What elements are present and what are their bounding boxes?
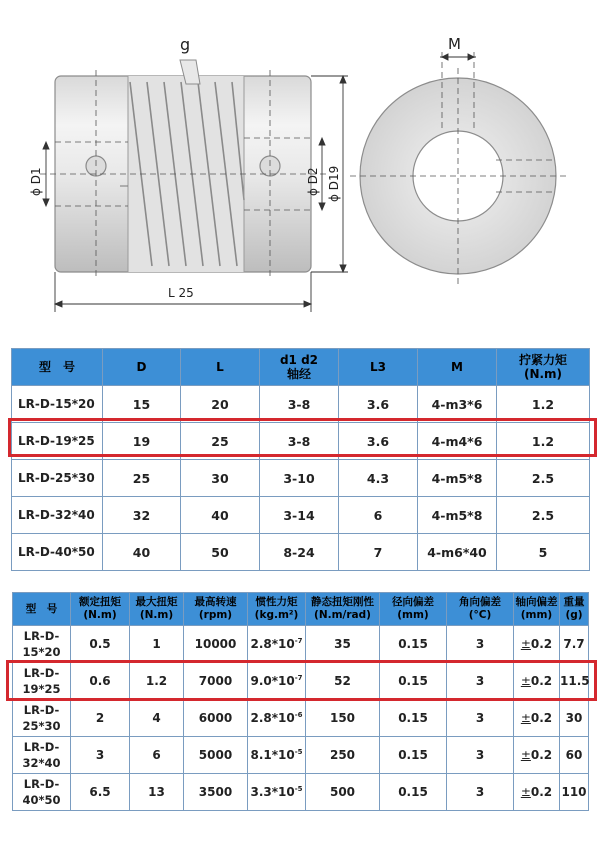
table-row xyxy=(13,700,589,737)
cell-l3: 7 xyxy=(339,534,418,571)
cell-max: 1 xyxy=(130,626,184,663)
coupling-technical-drawing xyxy=(0,0,600,330)
cell-speed: 7000 xyxy=(184,663,248,700)
cell-model xyxy=(13,774,71,811)
cell-weight: 30 xyxy=(560,700,589,737)
cell-model: LR-D-32*40 xyxy=(12,497,103,534)
table-row xyxy=(12,534,590,571)
cell-angular: 3 xyxy=(447,737,514,774)
cell-stiffness: 52 xyxy=(306,663,380,700)
cell-axial-value: 0.2 xyxy=(530,637,553,651)
table-row xyxy=(12,386,590,423)
cell-inertia-exp: -5 xyxy=(294,785,303,793)
cell-inertia xyxy=(248,737,306,774)
cell-model: LR-D-40*50 xyxy=(12,534,103,571)
cell-rated: 6.5 xyxy=(71,774,130,811)
cell-model-line2: 19*25 xyxy=(22,682,61,696)
coupling-end-view xyxy=(350,52,568,284)
col-d: D xyxy=(103,349,181,386)
cell-max: 4 xyxy=(130,700,184,737)
cell-angular: 3 xyxy=(447,626,514,663)
col-bore-line2: 轴经 xyxy=(286,367,311,381)
cell-model: LR-D-25*30 xyxy=(12,460,103,497)
cell-axial-value: 0.2 xyxy=(530,674,553,688)
plus-minus-sign: ± xyxy=(520,711,531,725)
col-speed-line1: 最高转速 xyxy=(194,596,237,608)
table-header-row xyxy=(12,349,590,386)
col-m: M xyxy=(418,349,497,386)
table-row xyxy=(12,423,590,460)
cell-d: 25 xyxy=(103,460,181,497)
cell-l3: 4.3 xyxy=(339,460,418,497)
cell-model: LR-D-19*25 xyxy=(12,423,103,460)
cell-l3: 3.6 xyxy=(339,386,418,423)
cell-speed: 3500 xyxy=(184,774,248,811)
cell-inertia-exp: -6 xyxy=(294,711,303,719)
table-row xyxy=(13,737,589,774)
col-bore xyxy=(260,349,339,386)
cell-axial xyxy=(514,737,560,774)
cell-l: 40 xyxy=(181,497,260,534)
cell-model-line2: 32*40 xyxy=(22,756,61,770)
cell-torque: 2.5 xyxy=(497,497,590,534)
cell-inertia-base: 2.8*10 xyxy=(250,711,295,725)
cell-torque: 1.2 xyxy=(497,423,590,460)
cell-inertia-exp: -5 xyxy=(294,748,303,756)
table-row xyxy=(12,497,590,534)
cell-model-line1: LR-D- xyxy=(23,666,60,680)
cell-rated: 0.6 xyxy=(71,663,130,700)
col-radial-line2: (mm) xyxy=(397,609,429,621)
col-speed-line2: (rpm) xyxy=(198,609,233,621)
cell-speed: 6000 xyxy=(184,700,248,737)
col-stiffness xyxy=(306,593,380,626)
table-row xyxy=(13,774,589,811)
cell-axial xyxy=(514,700,560,737)
col-max-speed xyxy=(184,593,248,626)
cell-m: 4-m3*6 xyxy=(418,386,497,423)
cell-m: 4-m6*40 xyxy=(418,534,497,571)
cell-rated: 2 xyxy=(71,700,130,737)
cell-m: 4-m5*8 xyxy=(418,497,497,534)
cell-bore: 3-8 xyxy=(260,386,339,423)
cell-inertia xyxy=(248,663,306,700)
dimension-spec-table xyxy=(11,348,590,571)
cell-model xyxy=(13,700,71,737)
cell-model xyxy=(13,626,71,663)
cell-radial: 0.15 xyxy=(380,737,447,774)
cell-weight: 60 xyxy=(560,737,589,774)
col-rated-line2: (N.m) xyxy=(83,609,117,621)
col-inertia xyxy=(248,593,306,626)
col-model: 型 号 xyxy=(12,349,103,386)
table-header-row xyxy=(13,593,589,626)
cell-l3: 6 xyxy=(339,497,418,534)
cell-model xyxy=(13,663,71,700)
plus-minus-sign: ± xyxy=(520,785,531,799)
cell-bore: 3-14 xyxy=(260,497,339,534)
cell-torque: 5 xyxy=(497,534,590,571)
cell-l: 20 xyxy=(181,386,260,423)
col-stiffness-line1: 静态扭矩刚性 xyxy=(311,596,374,608)
cell-l: 25 xyxy=(181,423,260,460)
cell-inertia-base: 9.0*10 xyxy=(250,674,295,688)
col-inertia-line2: (kg.m²) xyxy=(254,609,299,621)
cell-inertia-base: 3.3*10 xyxy=(250,785,295,799)
cell-m: 4-m4*6 xyxy=(418,423,497,460)
cell-speed: 5000 xyxy=(184,737,248,774)
cell-d: 19 xyxy=(103,423,181,460)
cell-angular: 3 xyxy=(447,774,514,811)
col-weight xyxy=(560,593,589,626)
performance-spec-table xyxy=(12,592,589,811)
cell-torque: 2.5 xyxy=(497,460,590,497)
cell-radial: 0.15 xyxy=(380,663,447,700)
col-l: L xyxy=(181,349,260,386)
cell-radial: 0.15 xyxy=(380,700,447,737)
cell-model-line1: LR-D- xyxy=(23,740,60,754)
col-radial-line1: 径向偏差 xyxy=(392,596,434,608)
col-stiffness-line2: (N.m/rad) xyxy=(314,609,371,621)
cell-stiffness: 35 xyxy=(306,626,380,663)
cell-angular: 3 xyxy=(447,700,514,737)
label-d1: ϕ D1 xyxy=(29,167,43,196)
cell-bore: 3-8 xyxy=(260,423,339,460)
cell-inertia-base: 8.1*10 xyxy=(250,748,295,762)
cell-d: 15 xyxy=(103,386,181,423)
label-m: M xyxy=(448,35,461,53)
cell-inertia-exp: -7 xyxy=(294,674,303,682)
col-weight-line2: (g) xyxy=(565,609,583,621)
cell-stiffness: 500 xyxy=(306,774,380,811)
col-angular xyxy=(447,593,514,626)
col-max-torque xyxy=(130,593,184,626)
cell-inertia xyxy=(248,700,306,737)
col-max-line2: (N.m) xyxy=(139,609,174,621)
cell-angular: 3 xyxy=(447,663,514,700)
cell-l3: 3.6 xyxy=(339,423,418,460)
col-rated-line1: 额定扭矩 xyxy=(79,596,121,608)
plus-minus-sign: ± xyxy=(520,674,531,688)
cell-speed: 10000 xyxy=(184,626,248,663)
cell-model-line1: LR-D- xyxy=(23,703,60,717)
col-radial xyxy=(380,593,447,626)
cell-radial: 0.15 xyxy=(380,626,447,663)
cell-rated: 3 xyxy=(71,737,130,774)
table-row xyxy=(13,626,589,663)
label-d2: ϕ D2 xyxy=(306,167,320,196)
col-axial xyxy=(514,593,560,626)
cell-weight: 7.7 xyxy=(560,626,589,663)
col-max-line1: 最大扭矩 xyxy=(135,596,178,608)
label-d19: ϕ D19 xyxy=(327,165,341,202)
cell-radial: 0.15 xyxy=(380,774,447,811)
cell-inertia-base: 2.8*10 xyxy=(250,637,295,651)
cell-weight: 110 xyxy=(560,774,589,811)
cell-weight: 11.5 xyxy=(560,663,589,700)
col-torque-line1: 拧紧力矩 xyxy=(518,353,567,367)
cell-model-line2: 25*30 xyxy=(22,719,61,733)
col-torque xyxy=(497,349,590,386)
cell-l: 50 xyxy=(181,534,260,571)
cell-l: 30 xyxy=(181,460,260,497)
col-rated-torque xyxy=(71,593,130,626)
label-g: g xyxy=(180,35,191,54)
cell-bore: 3-10 xyxy=(260,460,339,497)
cell-axial xyxy=(514,663,560,700)
col-bore-line1: d1 d2 xyxy=(279,353,319,367)
cell-d: 32 xyxy=(103,497,181,534)
cell-stiffness: 150 xyxy=(306,700,380,737)
cell-torque: 1.2 xyxy=(497,386,590,423)
cell-inertia xyxy=(248,626,306,663)
label-length: L 25 xyxy=(168,286,194,300)
cell-model-line1: LR-D- xyxy=(23,629,60,643)
col-model: 型 号 xyxy=(13,593,71,626)
cell-model-line2: 15*20 xyxy=(22,645,61,659)
col-angular-line1: 角向偏差 xyxy=(459,596,501,608)
col-inertia-line1: 惯性力矩 xyxy=(255,596,298,608)
col-axial-line1: 轴向偏差 xyxy=(515,596,558,608)
cell-stiffness: 250 xyxy=(306,737,380,774)
cell-d: 40 xyxy=(103,534,181,571)
cell-axial xyxy=(514,774,560,811)
cell-bore: 8-24 xyxy=(260,534,339,571)
col-angular-line2: (°C) xyxy=(468,609,492,621)
col-torque-line2: (N.m) xyxy=(523,367,563,381)
col-weight-line1: 重量 xyxy=(563,596,585,608)
cell-axial-value: 0.2 xyxy=(530,748,553,762)
plus-minus-sign: ± xyxy=(520,748,531,762)
cell-m: 4-m5*8 xyxy=(418,460,497,497)
col-l3: L3 xyxy=(339,349,418,386)
cell-model xyxy=(13,737,71,774)
cell-model-line1: LR-D- xyxy=(23,777,60,791)
plus-minus-sign: ± xyxy=(520,637,531,651)
cell-max: 1.2 xyxy=(130,663,184,700)
cell-model: LR-D-15*20 xyxy=(12,386,103,423)
cell-axial xyxy=(514,626,560,663)
coupling-side-view xyxy=(40,60,330,278)
cell-inertia xyxy=(248,774,306,811)
cell-axial-value: 0.2 xyxy=(530,785,553,799)
cell-model-line2: 40*50 xyxy=(22,793,61,807)
cell-inertia-exp: -7 xyxy=(294,637,303,645)
cell-max: 6 xyxy=(130,737,184,774)
table-row xyxy=(13,663,589,700)
col-axial-line2: (mm) xyxy=(520,609,553,621)
cell-rated: 0.5 xyxy=(71,626,130,663)
cell-max: 13 xyxy=(130,774,184,811)
cell-axial-value: 0.2 xyxy=(530,711,553,725)
table-row xyxy=(12,460,590,497)
